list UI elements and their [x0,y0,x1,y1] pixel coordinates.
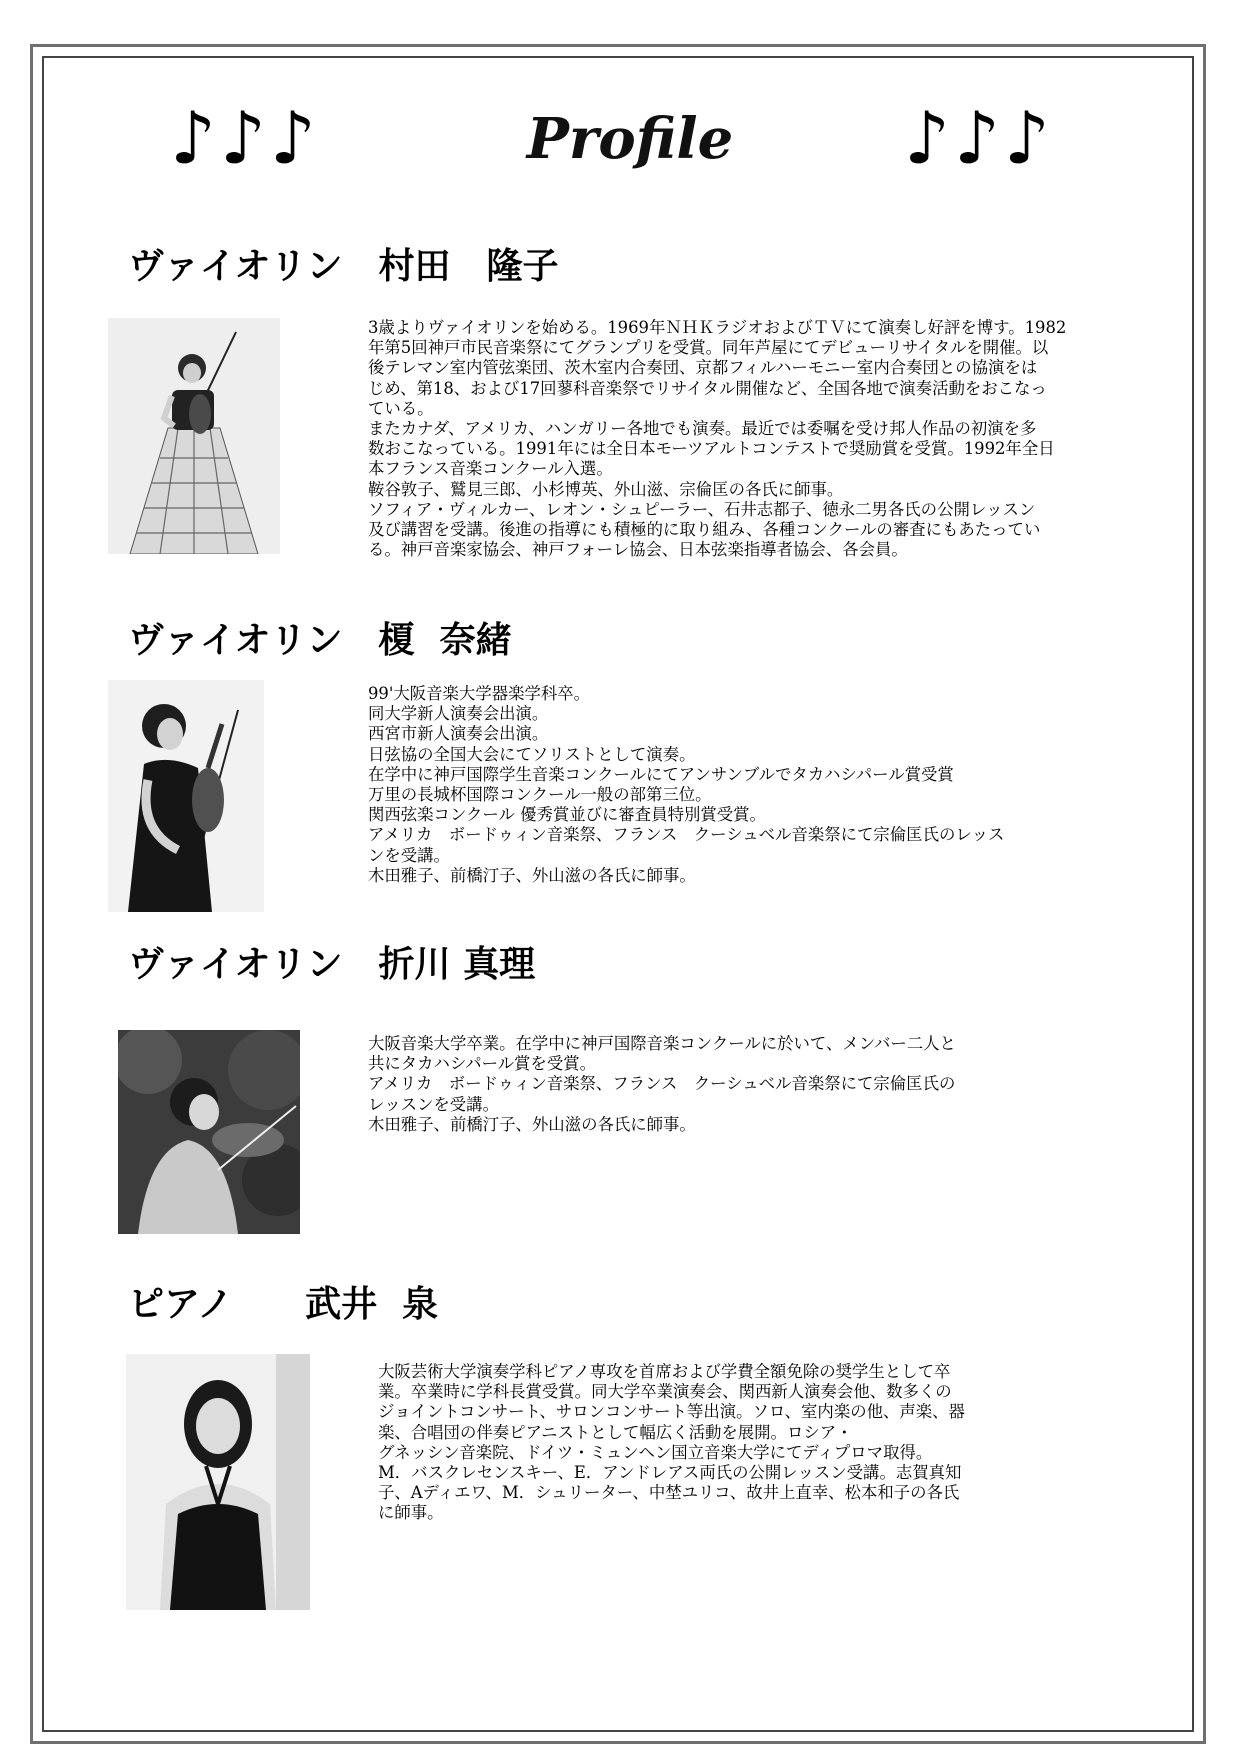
page-title: Profile [526,106,734,172]
bio-line: 楽、合唱団の伴奏ピアニストとして幅広く活動を展開。ロシア・ [378,1422,853,1442]
bio-line: 本フランス音楽コンクール入選。 [368,459,613,479]
bio-line: 大阪音楽大学卒業。在学中に神戸国際音楽コンクールに於いて、メンバー二人と [368,1034,956,1053]
bio-line: アメリカ ボードゥィン音楽祭、フランス クーシュベル音楽祭にて宗倫匡氏の [368,1074,956,1094]
bio-line: 共にタカハシパール賞を受賞。 [368,1054,596,1074]
violinist-playing-outdoors-photo [118,1030,300,1234]
bio-line: 大阪芸術大学演奏学科ピアノ専攻を首席および学費全額免除の奨学生として卒 [378,1362,951,1381]
bio-line: 木田雅子、前橋汀子、外山滋の各氏に師事。 [368,865,696,885]
bio-line: 万里の長城杯国際コンクール一般の部第三位。 [368,785,712,805]
bio-line: 99'大阪音楽大学器楽学科卒。 [368,684,591,703]
profile-bio-murata [368,318,1138,560]
bio-line: 及び講習を受講。後進の指導にも積極的に取り組み、各種コンクールの審査にもあたってい [368,520,1041,540]
bio-line: ソフィア・ヴィルカー、レオン・シュピーラー、石井志都子、徳永二男各氏の公開レッスン [368,499,1036,519]
bio-line: 木田雅子、前橋汀子、外山滋の各氏に師事。 [368,1114,696,1134]
bio-line: レッスンを受講。 [368,1094,499,1114]
bio-line: 後テレマン室内管弦楽団、茨木室内合奏団、京都フィルハーモニー室内合奏団との協演をは [368,358,1038,378]
bio-line: グネッシン音楽院、ドイツ・ミュンヘン国立音楽大学にてディプロマ取得。 [378,1442,933,1462]
bio-line: ジョイントコンサート、サロンコンサート等出演。ソロ、室内楽の他、声楽、器 [378,1402,965,1422]
bio-line: 関西弦楽コンクール 優秀賞並びに審査員特別賞受賞。 [368,805,766,825]
profile-heading-takei: ピアノ 武井 泉 [128,1283,439,1325]
seated-violinist-photo [108,680,264,912]
bio-line: に師事。 [378,1503,444,1523]
profile-bio-takei [378,1362,1148,1524]
bio-line: 年第5回神戸市民音楽祭にてグランプリを受賞。同年芦屋にてデビューリサイタルを開催。以 [368,338,1049,358]
bio-line: ンを受講。 [368,845,450,865]
bio-line: 同大学新人演奏会出演。 [368,704,549,724]
music-notes-left-icon: ♪♪♪ [170,96,320,180]
profile-heading-murata: ヴァイオリン 村田 隆子 [128,245,559,287]
violinist-in-plaid-gown-photo [108,318,280,554]
bio-line: 西宮市新人演奏会出演。 [368,724,549,744]
bio-line: じめ、第18、および17回蓼科音楽祭でリサイタル開催など、全国各地で演奏活動をおこなっ [368,378,1047,398]
bio-line: ている。 [368,398,434,418]
profile-bio-orikawa [368,1034,1138,1135]
bio-line: 在学中に神戸国際学生音楽コンクールにてアンサンブルでタカハシパール賞受賞 [368,764,954,784]
profile-heading-orikawa: ヴァイオリン 折川 真理 [128,943,536,985]
bio-line: 鞍谷敦子、鷲見三郎、小杉博英、外山滋、宗倫匡の各氏に師事。 [368,479,844,499]
bio-line: M．バスクレセンスキー、E．アンドレアス両氏の公開レッスン受講。志賀真知 [378,1463,962,1483]
bio-line: アメリカ ボードゥィン音楽祭、フランス クーシュベル音楽祭にて宗倫匡氏のレッス [368,825,1005,845]
bio-line: 3歳よりヴァイオリンを始める。1969年ＮＨＫラジオおよびＴＶにて演奏し好評を博す。1982 [368,318,1067,337]
bio-line: 業。卒業時に学科長賞受賞。同大学卒業演奏会、関西新人演奏会他、数多くの [378,1382,952,1402]
profile-heading-enoki: ヴァイオリン 榎 奈緒 [128,619,512,661]
bio-line: 子、Aディエワ、M．シュリーター、中埜ユリコ、故井上直幸、松本和子の各氏 [378,1483,960,1503]
bio-line: 数おこなっている。1991年には全日本モーツアルトコンテストで奨励賞を受賞。1992年全日 [368,439,1055,459]
profile-bio-enoki [368,684,1138,886]
bio-line: 日弦協の全国大会にてソリストとして演奏。 [368,744,696,764]
bio-line: またカナダ、アメリカ、ハンガリー各地でも演奏。最近では委嘱を受け邦人作品の初演を多 [368,419,1037,439]
bio-line: る。神戸音楽家協会、神戸フォーレ協会、日本弦楽指導者協会、各会員。 [368,540,908,560]
music-notes-right-icon: ♪♪♪ [904,96,1054,180]
pianist-portrait-photo [126,1354,310,1610]
